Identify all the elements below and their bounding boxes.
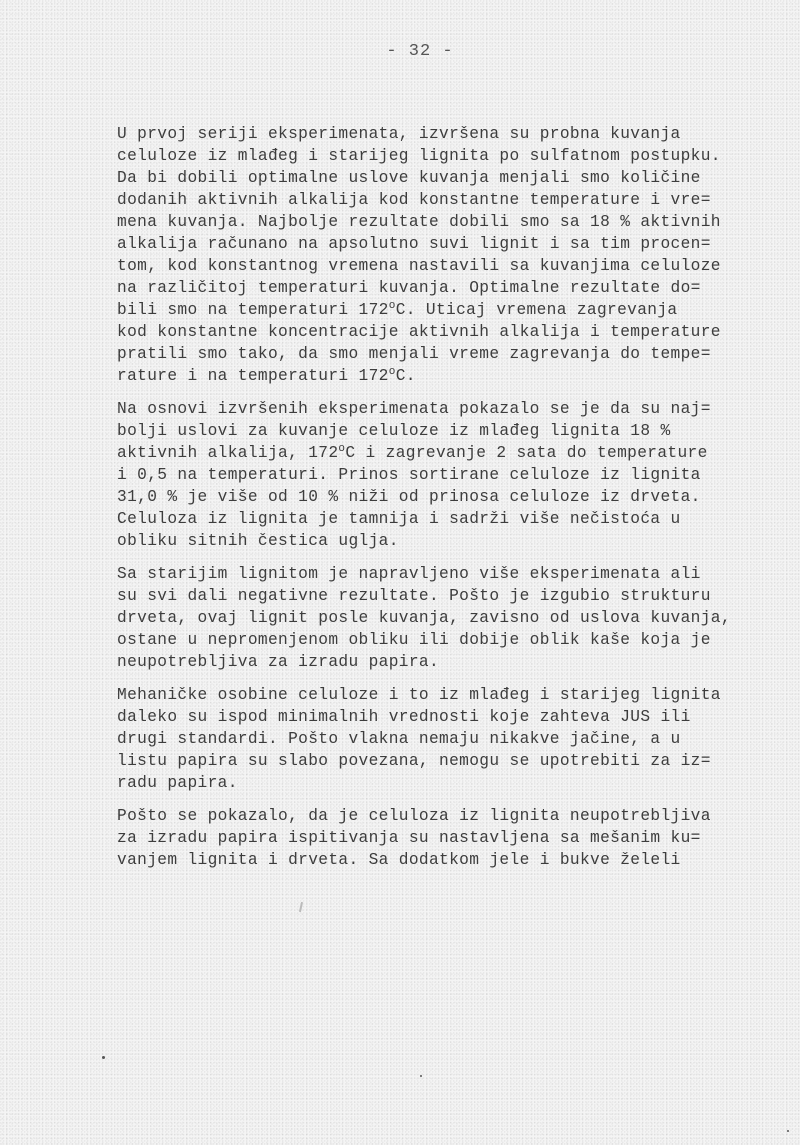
text-line: Pošto se pokazalo, da je celuloza iz lignita neupotrebljiva: [117, 807, 711, 825]
degree-sign: o: [338, 443, 346, 455]
text-line: Da bi dobili optimalne uslove kuvanja menjali smo količine: [117, 169, 701, 187]
text-line: aktivnih alkalija, 172$^o$C i zagrevanje 2 sata do temperature: [117, 443, 708, 462]
text-line: dodanih aktivnih alkalija kod konstantne temperature i vre=: [117, 191, 711, 209]
text-line: za izradu papira ispitivanja su nastavljena sa mešanim ku=: [117, 829, 701, 847]
text-line: radu papira.: [117, 774, 238, 792]
text-line: vanjem lignita i drveta. Sa dodatkom jele i bukve želeli: [117, 851, 681, 869]
speck: [102, 1056, 105, 1059]
text-line: kod konstantne koncentracije aktivnih alkalija i temperature: [117, 323, 721, 341]
text-line: obliku sitnih čestica uglja.: [117, 532, 399, 550]
degree-sign: o: [388, 300, 396, 312]
text-line: Mehaničke osobine celuloze i to iz mlađeg i starijeg lignita: [117, 686, 721, 704]
text-line: drveta, ovaj lignit posle kuvanja, zavisno od uslova kuvanja,: [117, 609, 731, 627]
text-line: i 0,5 na temperaturi. Prinos sortirane celuloze iz lignita: [117, 466, 701, 484]
paragraph-mechanical-properties: [117, 684, 797, 794]
text-line: daleko su ispod minimalnih vrednosti koje zahteva JUS ili: [117, 708, 691, 726]
text-line: Sa starijim lignitom je napravljeno više eksperimenata ali: [117, 565, 701, 583]
text-line: drugi standardi. Pošto vlakna nemaju nikakve jačine, a u: [117, 730, 681, 748]
paragraph-first-series-experiments: [117, 123, 797, 387]
body-text: [117, 123, 797, 871]
text-line: bili smo na temperaturi 172$^o$C. Uticaj vremena zagrevanja: [117, 300, 678, 319]
text-line: celuloze iz mlađeg i starijeg lignita po sulfatnom postupku.: [117, 147, 721, 165]
text-line: rature i na temperaturi 172$^o$C.: [117, 366, 416, 385]
paragraph-older-lignite: [117, 563, 797, 673]
text-line: neupotrebljiva za izradu papira.: [117, 653, 440, 671]
text-line: bolji uslovi za kuvanje celuloze iz mlađeg lignita 18 %: [117, 422, 671, 440]
speck: [420, 1075, 422, 1077]
text-line: U prvoj seriji eksperimenata, izvršena su probna kuvanja: [117, 125, 681, 143]
page-number: - 32 -: [386, 42, 454, 61]
stray-pencil-mark: [299, 902, 303, 912]
text-line: tom, kod konstantnog vremena nastavili sa kuvanjima celuloze: [117, 257, 721, 275]
text-line: Na osnovi izvršenih eksperimenata pokazalo se je da su naj=: [117, 400, 711, 418]
text-line: 31,0 % je više od 10 % niži od prinosa celuloze iz drveta.: [117, 488, 701, 506]
text-line: listu papira su slabo povezana, nemogu se upotrebiti za iz=: [117, 752, 711, 770]
text-line: alkalija računano na apsolutno suvi lignit i sa tim procen=: [117, 235, 711, 253]
paragraph-mixed-cooking: [117, 805, 797, 871]
speck: [787, 1130, 789, 1132]
text-line: Celuloza iz lignita je tamnija i sadrži više nečistoća u: [117, 510, 681, 528]
degree-sign: o: [388, 366, 396, 378]
text-line: pratili smo tako, da smo menjali vreme zagrevanja do tempe=: [117, 345, 711, 363]
text-line: mena kuvanja. Najbolje rezultate dobili smo sa 18 % aktivnih: [117, 213, 721, 231]
text-line: ostane u nepromenjenom obliku ili dobije oblik kaše koja je: [117, 631, 711, 649]
text-line: na različitoj temperaturi kuvanja. Optimalne rezultate do=: [117, 279, 701, 297]
text-line: su svi dali negativne rezultate. Pošto je izgubio strukturu: [117, 587, 711, 605]
paragraph-optimal-conditions: [117, 398, 797, 552]
